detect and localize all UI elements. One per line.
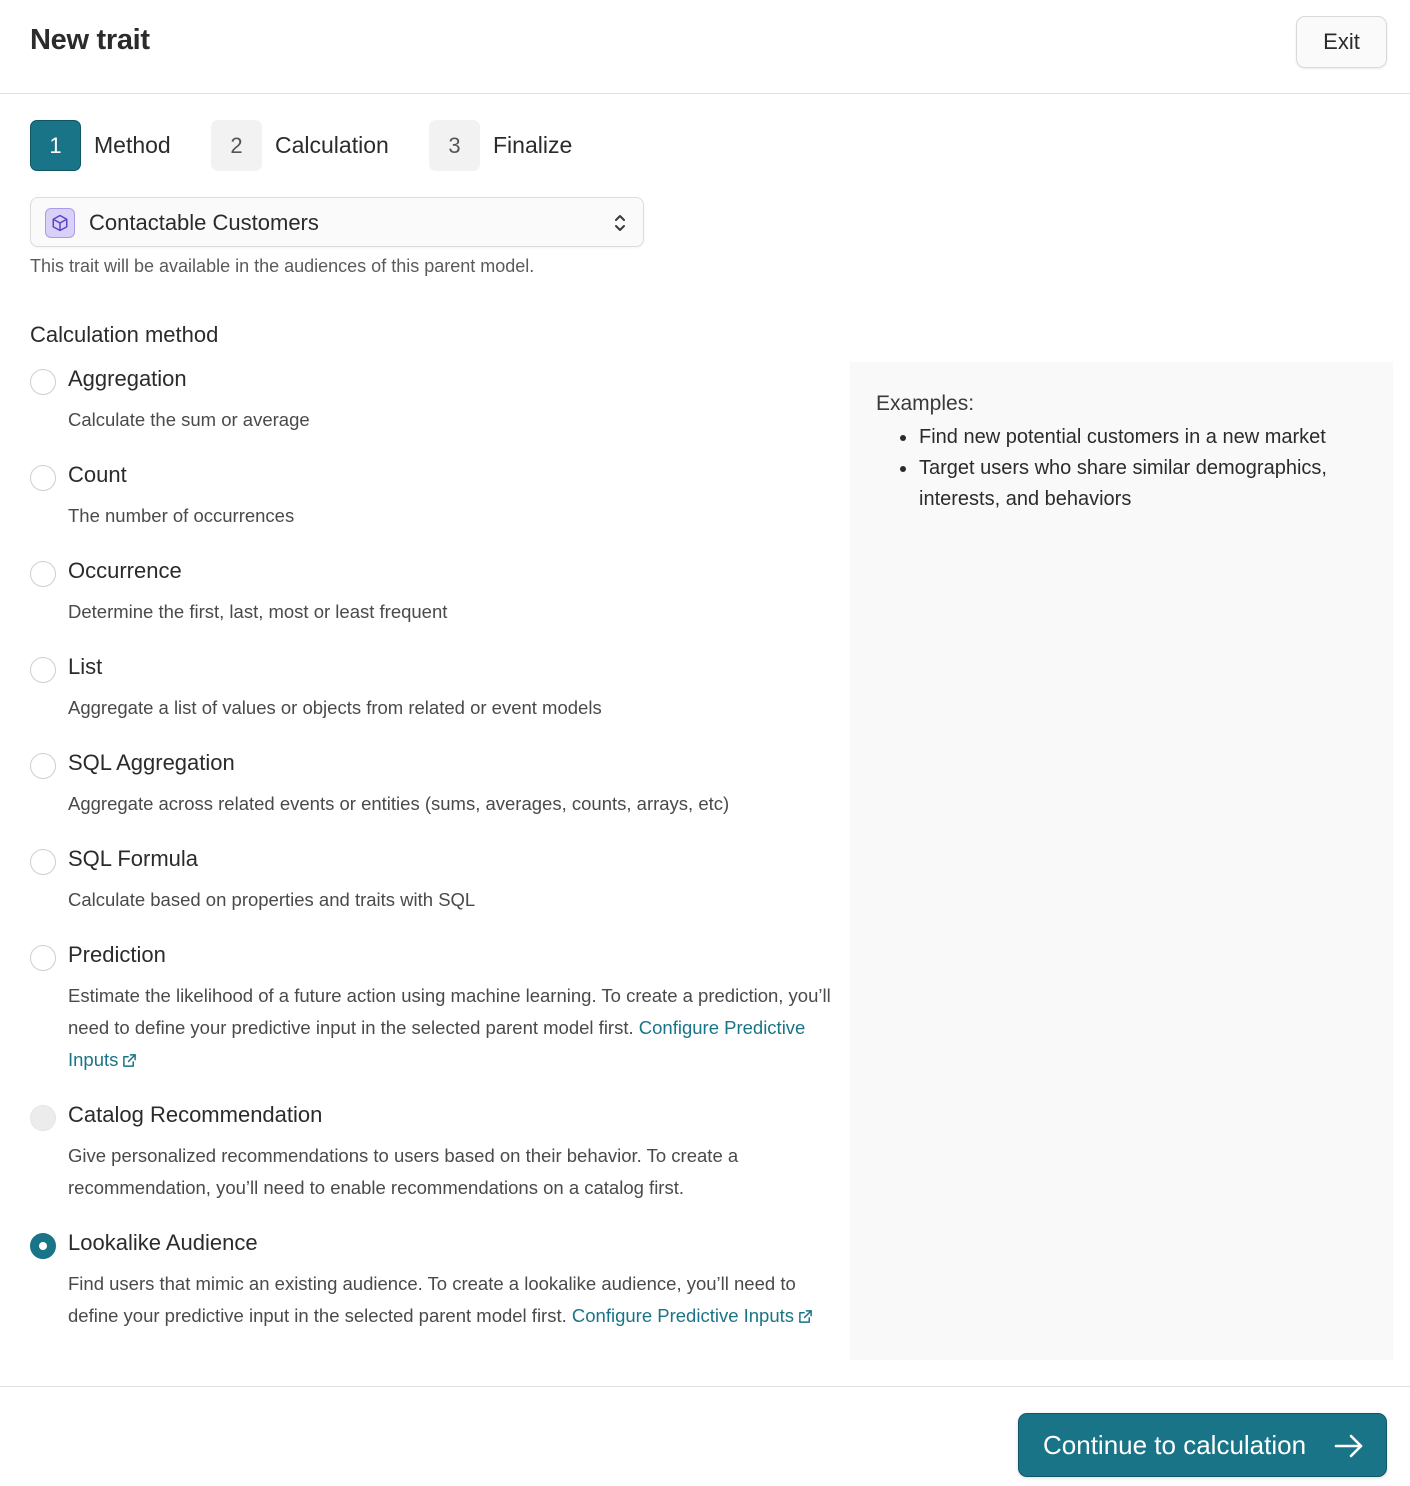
radio-button[interactable] <box>30 657 56 683</box>
continue-button-label: Continue to calculation <box>1043 1429 1307 1460</box>
option-description: Determine the first, last, most or least frequent <box>68 601 448 622</box>
option-description-text: Estimate the likelihood of a future action using machine learning. To create a prediction, you’ll need to define your predictive input in the selected parent model first. <box>68 985 831 1038</box>
examples-list <box>876 422 1366 515</box>
parent-model-value: Contactable Customers <box>89 210 319 235</box>
radio-button[interactable] <box>30 1233 56 1259</box>
step-number: 1 <box>30 120 81 171</box>
step-number: 3 <box>429 120 480 171</box>
cube-icon <box>45 208 75 238</box>
parent-model-select[interactable] <box>30 197 644 247</box>
option-label: Occurrence <box>68 558 182 583</box>
radio-button <box>30 1105 56 1131</box>
page-footer <box>0 1386 1410 1486</box>
option-description: Aggregate across related events or entities (sums, averages, counts, arrays, etc) <box>68 793 730 814</box>
external-link-icon <box>798 1309 813 1324</box>
option-label: SQL Formula <box>68 846 199 871</box>
exit-button[interactable]: Exit <box>1296 16 1387 68</box>
page-title: New trait <box>30 24 150 56</box>
radio-button[interactable] <box>30 369 56 395</box>
option-description: Calculate the sum or average <box>68 409 310 430</box>
option-description <box>68 980 840 1076</box>
option-label: SQL Aggregation <box>68 750 235 775</box>
examples-panel <box>850 362 1393 1360</box>
option-description: The number of occurrences <box>68 505 295 526</box>
option-description <box>68 1268 840 1332</box>
step-label: Method <box>94 132 171 158</box>
option-description: Aggregate a list of values or objects from related or event models <box>68 697 602 718</box>
step-label: Finalize <box>493 132 573 158</box>
configure-predictive-inputs-link[interactable]: Configure Predictive Inputs <box>572 1305 813 1326</box>
page-header <box>0 0 1410 94</box>
radio-button[interactable] <box>30 945 56 971</box>
radio-button[interactable] <box>30 465 56 491</box>
external-link-icon <box>122 1053 137 1068</box>
list-item: Target users who share similar demographics, interests, and behaviors <box>876 453 1366 515</box>
radio-button[interactable] <box>30 849 56 875</box>
option-label: Count <box>68 462 127 487</box>
option-description: Calculate based on properties and traits with SQL <box>68 889 476 910</box>
chevron-up-down-icon <box>609 211 631 235</box>
calculation-method-title: Calculation method <box>30 322 219 347</box>
radio-button[interactable] <box>30 753 56 779</box>
option-description: Give personalized recommendations to users based on their behavior. To create a recommendation, you’ll need to enable recommendations on a catalog first. <box>68 1145 739 1198</box>
parent-model-helper: This trait will be available in the audiences of this parent model. <box>30 256 535 276</box>
radio-button[interactable] <box>30 561 56 587</box>
arrow-right-icon <box>1333 1432 1365 1460</box>
examples-title: Examples: <box>876 392 975 415</box>
option-label: Prediction <box>68 942 166 967</box>
option-description-text: Find users that mimic an existing audience. To create a lookalike audience, you’ll need to define your predictive input in the selected parent model first. <box>68 1273 796 1326</box>
step-number: 2 <box>211 120 262 171</box>
option-label: Aggregation <box>68 366 187 391</box>
option-label: Catalog Recommendation <box>68 1102 323 1127</box>
option-label: Lookalike Audience <box>68 1230 258 1255</box>
configure-predictive-inputs-link[interactable]: Configure Predictive Inputs <box>68 1017 806 1070</box>
list-item: Find new potential customers in a new market <box>876 422 1366 453</box>
step-label: Calculation <box>275 132 389 158</box>
option-label: List <box>68 654 103 679</box>
continue-button[interactable] <box>1018 1413 1387 1477</box>
